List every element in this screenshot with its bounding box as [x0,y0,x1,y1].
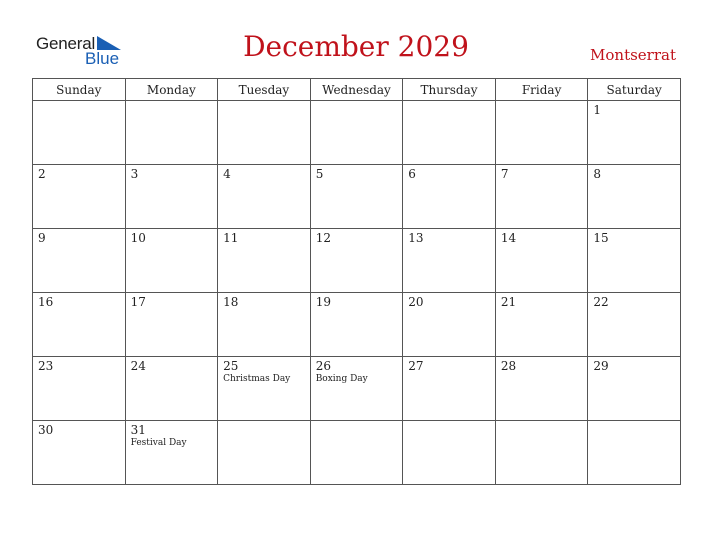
week-row [33,293,681,357]
day-number [126,101,218,103]
day-number: 18 [223,295,239,309]
day-cell [310,293,403,357]
day-number [311,421,403,423]
country-name: Montserrat [590,46,676,64]
weekday-header: Wednesday [310,79,403,101]
day-number [403,421,495,423]
day-cell [495,229,588,293]
day-cell [588,293,681,357]
day-cell [403,357,496,421]
day-number [496,421,588,423]
day-number: 13 [408,231,424,245]
day-cell [33,293,126,357]
day-number: 20 [408,295,424,309]
day-cell [310,229,403,293]
day-cell [218,101,311,165]
day-number: 29 [593,359,609,373]
holiday-label: Boxing Day [315,374,368,384]
day-number: 15 [593,231,609,245]
weekday-header: Sunday [33,79,126,101]
day-number: 26 [315,359,331,373]
day-cell [125,229,218,293]
day-cell [218,421,311,485]
weekday-header: Thursday [403,79,496,101]
day-cell [588,165,681,229]
day-number: 19 [315,295,331,309]
day-cell [588,101,681,165]
day-cell [403,165,496,229]
day-number: 6 [408,167,416,181]
day-number: 21 [500,295,517,309]
day-number: 17 [130,295,146,309]
day-number: 22 [593,295,609,309]
weekday-header: Monday [125,79,218,101]
calendar-grid [32,78,681,485]
holiday-label: Christmas Day [223,374,291,384]
weekday-header: Saturday [588,79,681,101]
day-number [311,101,403,103]
day-number [403,101,495,103]
day-number [33,101,125,103]
day-cell [403,293,496,357]
day-cell [495,357,588,421]
day-cell [310,421,403,485]
day-cell [125,165,218,229]
week-row [33,229,681,293]
day-number [588,421,680,423]
day-number: 8 [593,167,602,181]
day-cell [125,293,218,357]
day-cell [310,165,403,229]
day-number: 3 [130,167,139,181]
day-cell [588,421,681,485]
day-number: 25 [223,359,239,373]
day-cell [33,421,126,485]
day-cell [310,101,403,165]
day-number [218,101,310,103]
day-cell [495,165,588,229]
day-cell [218,229,311,293]
day-number: 5 [315,167,324,181]
day-number: 27 [408,359,424,373]
day-number [496,101,588,103]
day-number: 23 [38,359,54,373]
day-cell [403,421,496,485]
day-cell [33,229,126,293]
day-cell [33,165,126,229]
day-cell [495,101,588,165]
day-number: 24 [130,359,146,373]
week-row [33,357,681,421]
day-number: 30 [38,423,54,437]
day-number: 11 [223,231,239,245]
day-number: 10 [130,231,146,245]
day-number: 14 [500,231,517,245]
day-cell [218,357,311,421]
calendar-title: December 2029 [243,30,469,63]
day-number: 16 [38,295,54,309]
day-number: 7 [500,167,509,181]
day-cell [125,357,218,421]
day-cell [588,357,681,421]
day-number: 31 [130,423,146,437]
day-cell [310,357,403,421]
weekday-header-row [33,79,681,101]
day-cell [218,165,311,229]
day-cell [33,101,126,165]
logo-text-blue: Blue [85,49,120,68]
weekday-header: Friday [495,79,588,101]
day-number: 1 [593,103,602,117]
week-row [33,101,681,165]
day-cell [403,229,496,293]
day-number: 4 [223,167,231,181]
day-cell [125,101,218,165]
day-cell [588,229,681,293]
day-cell [403,101,496,165]
day-cell [125,421,218,485]
day-number: 12 [315,231,331,245]
day-cell [495,293,588,357]
day-cell [495,421,588,485]
day-number: 2 [38,167,46,181]
holiday-label: Festival Day [130,438,187,448]
week-row [33,421,681,485]
day-number [218,421,310,423]
day-number: 9 [38,231,46,245]
day-cell [33,357,126,421]
weekday-header: Tuesday [218,79,311,101]
day-number: 28 [500,359,517,373]
day-cell [218,293,311,357]
week-row [33,165,681,229]
logo-text-general: General [36,34,96,53]
